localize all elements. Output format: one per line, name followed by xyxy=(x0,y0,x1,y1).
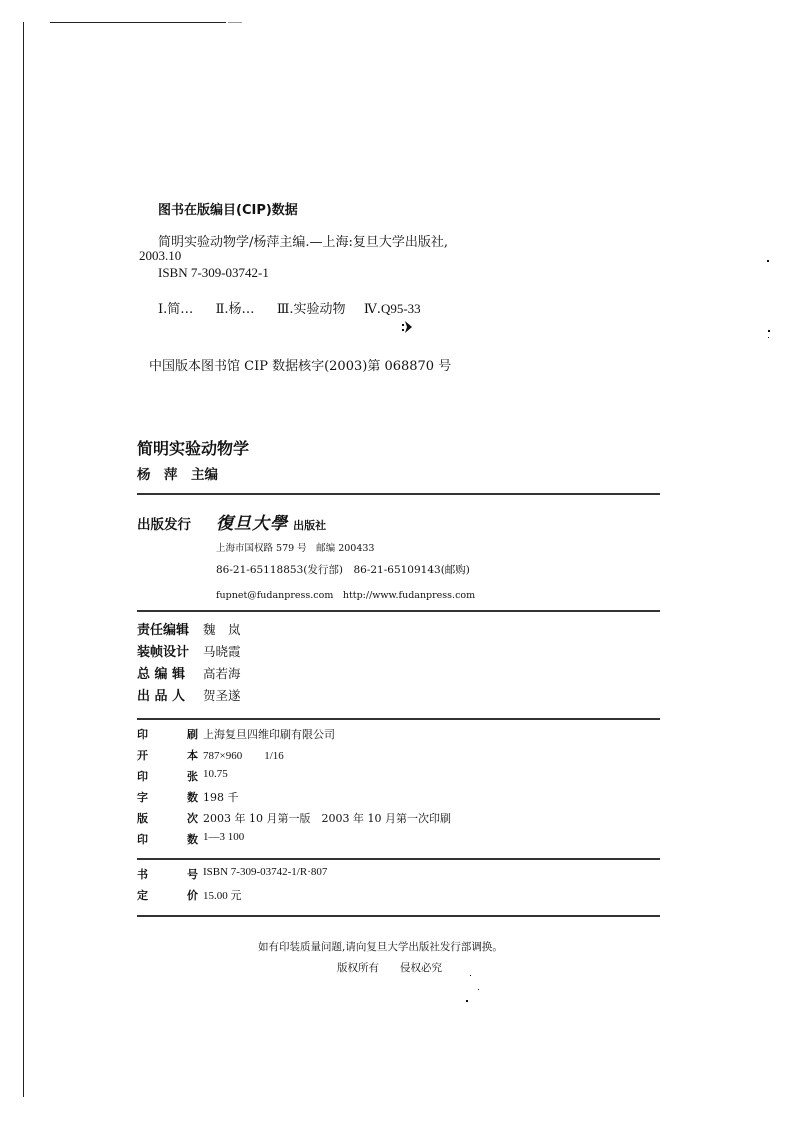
publisher-phones: 86-21-65118853(发行部) 86-21-65109143(邮购) xyxy=(216,564,470,576)
staff-label-chief-editor: 总 编 辑 xyxy=(137,667,186,682)
staff-value-producer: 贺圣遂 xyxy=(203,688,241,703)
id-label-b: 价 xyxy=(187,889,198,902)
cip-heading: 图书在版编目(CIP)数据 xyxy=(158,203,298,218)
print-label-b: 数 xyxy=(187,833,198,846)
staff-label-editor: 责任编辑 xyxy=(137,623,190,638)
cip-classification xyxy=(158,298,421,317)
scan-speck xyxy=(466,1000,468,1002)
copyright-notice: 版权所有 侵权必究 xyxy=(337,962,442,974)
staff-label-producer: 出 品 人 xyxy=(137,689,186,704)
page-left-border xyxy=(23,22,24,1097)
print-label-b: 次 xyxy=(187,812,198,825)
book-title: 简明实验动物学 xyxy=(137,439,250,458)
book-price: 15.00 元 xyxy=(203,890,242,902)
cip-isbn: ISBN 7-309-03742-1 xyxy=(158,265,269,280)
print-label-a: 印 xyxy=(137,770,148,783)
book-number: ISBN 7-309-03742-1/R·807 xyxy=(203,866,328,878)
staff-label-designer: 装帧设计 xyxy=(137,645,190,660)
print-label-b: 本 xyxy=(187,749,198,762)
print-value-edition: 2003 年 10 月第一版 2003 年 10 月第一次印刷 xyxy=(203,812,451,825)
publisher-name-suffix: 出版社 xyxy=(293,519,327,532)
class-text-4: Q95-33 xyxy=(380,301,421,316)
print-value-sheets: 10.75 xyxy=(203,768,228,780)
class-mark-1: Ⅰ. xyxy=(158,302,168,317)
scan-speck xyxy=(478,989,479,990)
publisher-name xyxy=(216,509,326,534)
quality-notice: 如有印装质量问题,请向复旦大学出版社发行部调换。 xyxy=(258,941,503,953)
staff-value-editor: 魏 岚 xyxy=(203,622,241,637)
page-top-rule-fragment xyxy=(228,22,242,23)
publisher-logo: 復旦大學 xyxy=(216,514,288,534)
print-label-b: 刷 xyxy=(187,728,198,741)
cip-date: 2003.10 xyxy=(139,248,182,263)
scan-speck xyxy=(767,260,769,262)
print-value-print-run: 1—3 100 xyxy=(203,831,245,843)
scan-speck xyxy=(768,330,770,332)
divider-rule xyxy=(137,718,660,720)
staff-value-chief-editor: 高若海 xyxy=(203,666,241,681)
id-label-b: 号 xyxy=(187,868,198,881)
divider-rule xyxy=(137,493,660,495)
print-label-a: 印 xyxy=(137,728,148,741)
print-value-format: 787×960 1/16 xyxy=(203,750,284,762)
divider-rule xyxy=(137,610,660,612)
class-mark-3: Ⅲ. xyxy=(276,302,294,317)
publisher-label: 出版发行 xyxy=(137,517,191,533)
scan-speck xyxy=(470,975,471,976)
print-label-a: 印 xyxy=(137,833,148,846)
class-mark-4: Ⅳ. xyxy=(363,302,381,317)
publisher-web: fupnet@fudanpress.com http://www.fudanpress.com xyxy=(216,590,476,601)
print-value-word-count: 198 千 xyxy=(203,791,239,804)
print-label-b: 张 xyxy=(187,770,198,783)
print-value-printer: 上海复旦四维印刷有限公司 xyxy=(203,728,335,741)
class-text-2: 杨… xyxy=(228,302,255,317)
scan-speck xyxy=(768,337,769,338)
print-label-a: 字 xyxy=(137,791,148,804)
divider-rule xyxy=(137,858,660,860)
ink-arrow-mark-icon xyxy=(401,319,415,335)
page-top-rule xyxy=(50,22,226,23)
print-label-a: 版 xyxy=(137,812,148,825)
publisher-address: 上海市国权路 579 号 邮编 200433 xyxy=(216,543,375,554)
class-mark-2: Ⅱ. xyxy=(215,302,229,317)
class-text-3: 实验动物 xyxy=(293,302,346,317)
cip-bibliographic-line: 简明实验动物学/杨萍主编.—上海:复旦大学出版社, xyxy=(158,235,449,250)
class-text-1: 简… xyxy=(167,302,194,317)
divider-rule xyxy=(137,915,660,917)
cip-verification-number: 中国版本图书馆 CIP 数据核字(2003)第 068870 号 xyxy=(149,359,452,374)
book-editor: 杨 萍 主编 xyxy=(137,467,218,483)
print-label-a: 开 xyxy=(137,749,148,762)
staff-value-designer: 马晓霞 xyxy=(203,644,241,659)
print-label-b: 数 xyxy=(187,791,198,804)
id-label-a: 书 xyxy=(137,868,148,881)
id-label-a: 定 xyxy=(137,889,148,902)
